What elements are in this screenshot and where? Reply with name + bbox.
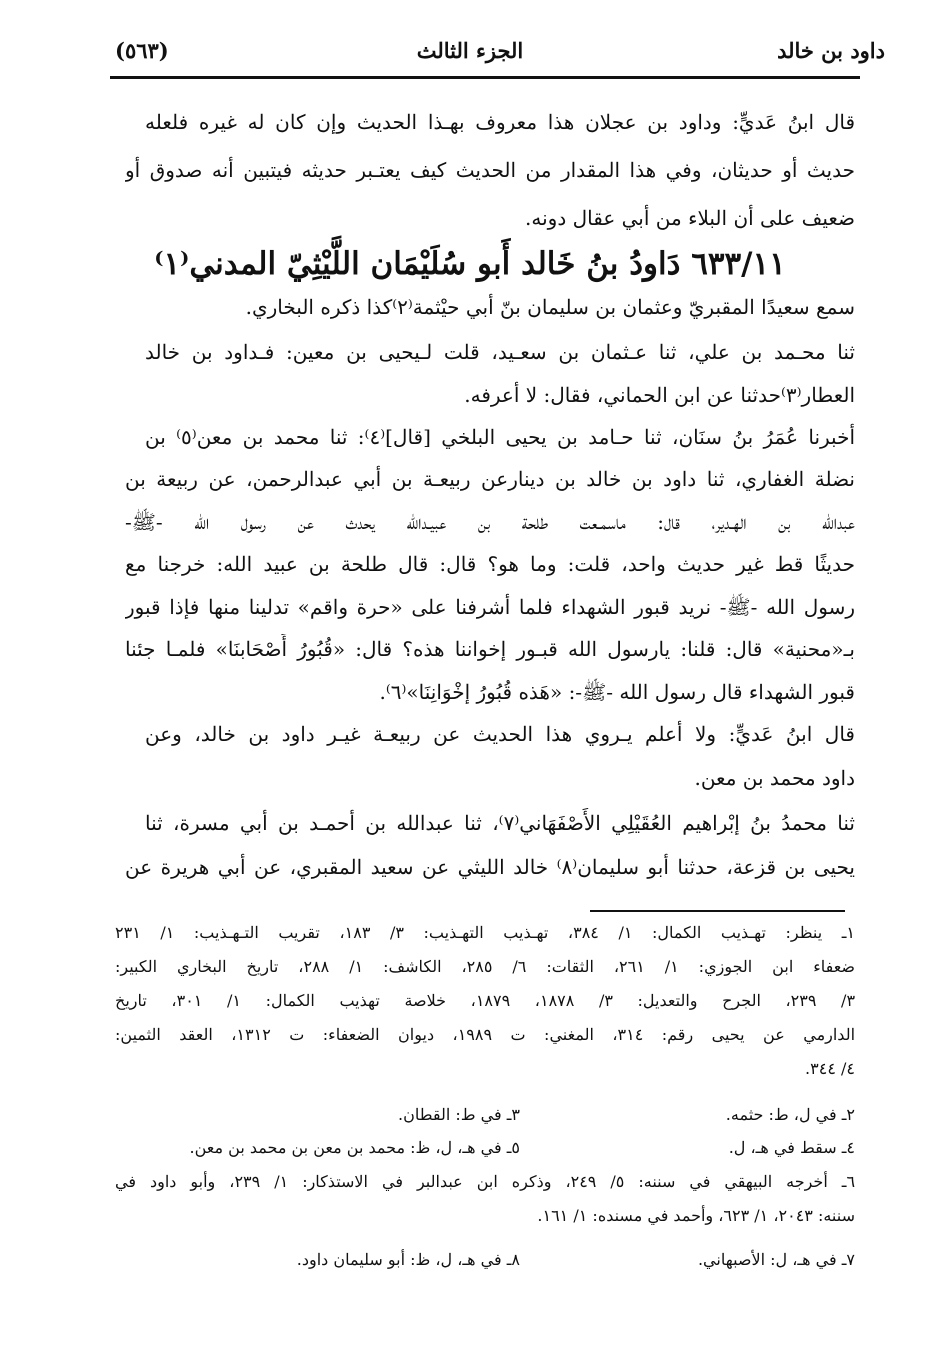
footnote-4: ٤ـ سقط في هـ، ل. [728,1138,855,1157]
body-line: قال ابنُ عَديٍّ: وداود بن عجلان هذا معروف بهـذا الحديث وإن كان له غيره فلعله [145,110,855,134]
entry-heading: ٦٣٣/١١ دَاودُ بنُ خَالد أَبو سُلَيْمَان اللَّيْثِيّ المدني⁽١⁾ [154,246,786,282]
footnote-rule [590,910,845,912]
body-line: بـ«محنية» قال: قلنا: يارسول الله قبـور إخواننا هذه؟ قال: «قُبُورُ أَصْحَابنَا» فلمـا جئنا [125,637,855,661]
body-line: حديث أو حديثان، وفي هذا المقدار من الحديث كيف يعتـبر حديثه فيتبين أنه صدوق أو [125,158,855,182]
footnote-line: الدارمي عن يحيى رقم: ٣١٤، المغني: ت ١٩٨٩، ديوان الضعفاء: ت ١٣١٢، العقد الثمين: [115,1025,855,1044]
footnote-8: ٨ـ في هـ، ل، ظ: أبو سليمان داود. [296,1250,520,1269]
body-line: سمع سعيدًا المقبريّ وعثمان بن سليمان بنّ أبي حيْثمة⁽٢⁾كذا ذكره البخاري. [245,295,855,319]
footnote-7: ٧ـ في هـ، ل: الأصبهاني. [697,1250,855,1269]
body-line: نضلة الغفاري، ثنا داود بن خالد بن دينارعن ربيعـة بن أبي عبدالرحمن، عن ربيعة بن [125,467,855,491]
page-number: (٥٦٣) [115,38,169,63]
body-line: يحيى بن قزعة، حدثنا أبو سليمان⁽٨⁾ خالد الليثي عن سعيد المقبري، عن أبي هريرة عن [125,855,855,879]
body-line: ثنا محـمد بن علي، ثنا عـثمان بن سعـيد، قلت لـيحيى بن معين: فـداود بن خالد [145,340,855,364]
footnote-line: ٤/ ٣٤٤. [805,1059,855,1078]
footnote-3: ٣ـ في ط: القطان. [398,1105,520,1124]
footnote-line: ١ـ ينظر: تهـذيب الكمال: ١/ ٣٨٤، تهـذيب التهـذيب: ٣/ ١٨٣، تقريب التـهـذيب: ١/ ٢٣١ [115,923,855,942]
footnote-2: ٢ـ في ل، ط: حثمه. [725,1105,855,1124]
footnote-line: ٦ـ أخرجه البيهقي في سننه: ٥/ ٢٤٩، وذكره ابن عبدالبر في الاستذكار: ١/ ٢٣٩، وأبو داود في [115,1172,855,1191]
body-line: ضعيف على أن البلاء من أبي عقال دونه. [525,206,855,230]
body-line: رسول الله -ﷺ- نريد قبور الشهداء فلما أشرفنا على «حرة واقم» تدلينا منها فإذا قبور [125,595,855,619]
body-line: قبور الشهداء قال رسول الله -ﷺ-: «هَذه قُبُورُ إخْوَانِنَا»⁽٦⁾. [379,680,855,704]
body-line: العطار⁽٣⁾حدثنا عن ابن الحماني، فقال: لا أعرفه. [464,383,855,407]
footnote-line: ضعفاء ابن الجوزي: ١/ ٢٦١، الثقات: ٦/ ٢٨٥، الكاشف: ١/ ٢٨٨، تاريخ البخاري الكبير: [115,957,855,976]
footnote-line: ٣/ ٢٣٩، الجرح والتعديل: ٣/ ١٨٧٨، ١٨٧٩، خلاصة تهذيب الكمال: ١/ ٣٠١، تاريخ [115,991,855,1010]
body-line: ثنا محمدُ بنُ إبْراهيم العُقَيْلِي الأَصْفَهَاني⁽٧⁾، ثنا عبدالله بن أحمـد بن أبي مسرة، ثنا [145,811,855,835]
running-title: داود بن خالد [777,38,885,63]
body-line: حديثًا قط غير حديث واحد، قلت: وما هو؟ قال: قال طلحة بن عبيد الله: خرجنا مع [125,552,855,576]
volume-title: الجزء الثالث [416,38,524,63]
body-line: عبدالله بن الهـدير، قال: ماسمـعت طلحة بن عبيـدالله يحدث عن رسول الله -ﷺ- [125,510,855,534]
footnote-5: ٥ـ في هـ، ل، ظ: محمد بن معن بن محمد بن معن. [189,1138,520,1157]
header-rule [110,76,860,79]
footnote-line: سننه: ٢٠٤٣، ١/ ٦٢٣، وأحمد في مسنده: ١/ ١٦١. [537,1206,855,1225]
body-line: قال ابنُ عَديٍّ: ولا أعلم يـروي هذا الحديث عن ربيعـة غيـر داود بن خالد، وعن [145,722,855,746]
body-line: داود محمد بن معن. [694,766,855,790]
body-line: أخبرنا عُمَرُ بنُ سنَان، ثنا حـامد بن يحيى البلخي [قال]⁽٤⁾: ثنا محمد بن معن⁽٥⁾ بن [145,425,855,449]
